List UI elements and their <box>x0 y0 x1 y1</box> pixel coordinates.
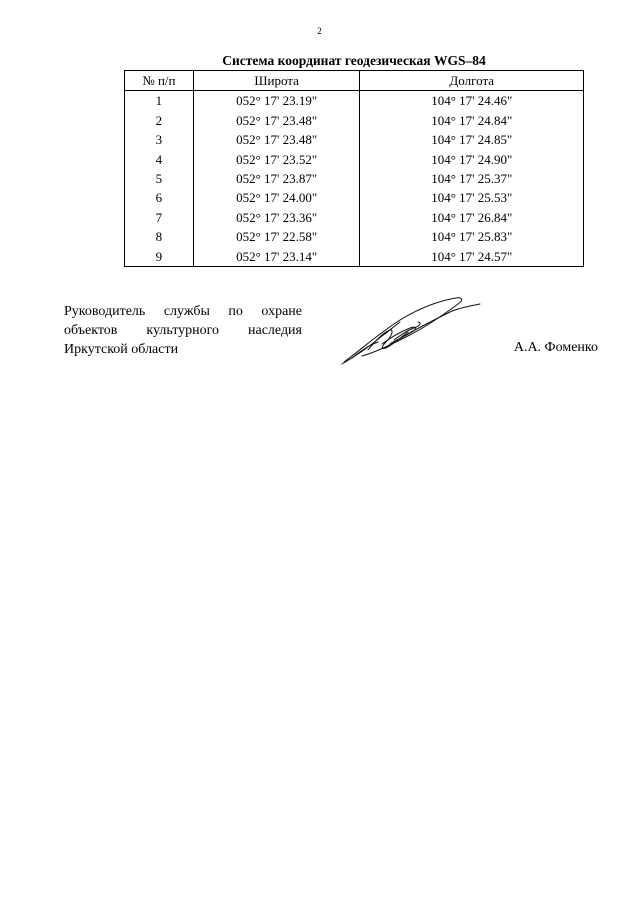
row-number: 2 <box>125 111 194 130</box>
row-number: 1 <box>125 91 194 111</box>
header-number: № п/п <box>125 71 194 91</box>
header-longitude: Долгота <box>360 71 584 91</box>
row-number: 4 <box>125 150 194 169</box>
row-number: 9 <box>125 247 194 267</box>
table-row <box>125 91 584 111</box>
row-latitude: 052° 17' 23.14" <box>193 247 360 267</box>
page-number: 2 <box>317 26 322 36</box>
table-row <box>125 169 584 188</box>
signatory-position-line: Иркутской области <box>64 342 179 357</box>
signatory-position <box>64 302 302 359</box>
table-row <box>125 150 584 169</box>
table-row <box>125 130 584 149</box>
row-longitude: 104° 17' 24.46" <box>360 91 584 111</box>
coordinates-table <box>124 70 584 267</box>
table-row <box>125 227 584 246</box>
row-longitude: 104° 17' 24.57" <box>360 247 584 267</box>
table-row <box>125 111 584 130</box>
signer-name: А.А. Фоменко <box>513 340 598 355</box>
table-row <box>125 208 584 227</box>
row-longitude: 104° 17' 24.85" <box>360 130 584 149</box>
row-longitude: 104° 17' 24.90" <box>360 150 584 169</box>
row-latitude: 052° 17' 23.48" <box>193 130 360 149</box>
row-latitude: 052° 17' 23.87" <box>193 169 360 188</box>
row-longitude: 104° 17' 24.84" <box>360 111 584 130</box>
row-number: 8 <box>125 227 194 246</box>
row-latitude: 052° 17' 23.48" <box>193 111 360 130</box>
row-longitude: 104° 17' 25.37" <box>360 169 584 188</box>
row-latitude: 052° 17' 22.58" <box>193 227 360 246</box>
row-latitude: 052° 17' 24.00" <box>193 188 360 207</box>
row-number: 7 <box>125 208 194 227</box>
row-longitude: 104° 17' 25.53" <box>360 188 584 207</box>
signatory-position-line: объектов культурного наследия <box>64 323 302 338</box>
table-header-row <box>125 71 584 91</box>
row-longitude: 104° 17' 25.83" <box>360 227 584 246</box>
row-latitude: 052° 17' 23.19" <box>193 91 360 111</box>
row-number: 6 <box>125 188 194 207</box>
table-row <box>125 247 584 267</box>
signatory-position-line: Руководитель службы по охране <box>64 304 302 319</box>
row-latitude: 052° 17' 23.36" <box>193 208 360 227</box>
handwritten-signature-icon <box>338 292 483 367</box>
header-latitude: Широта <box>193 71 360 91</box>
table-row <box>125 188 584 207</box>
row-latitude: 052° 17' 23.52" <box>193 150 360 169</box>
row-longitude: 104° 17' 26.84" <box>360 208 584 227</box>
row-number: 3 <box>125 130 194 149</box>
table-title: Система координат геодезическая WGS–84 <box>222 53 486 68</box>
row-number: 5 <box>125 169 194 188</box>
